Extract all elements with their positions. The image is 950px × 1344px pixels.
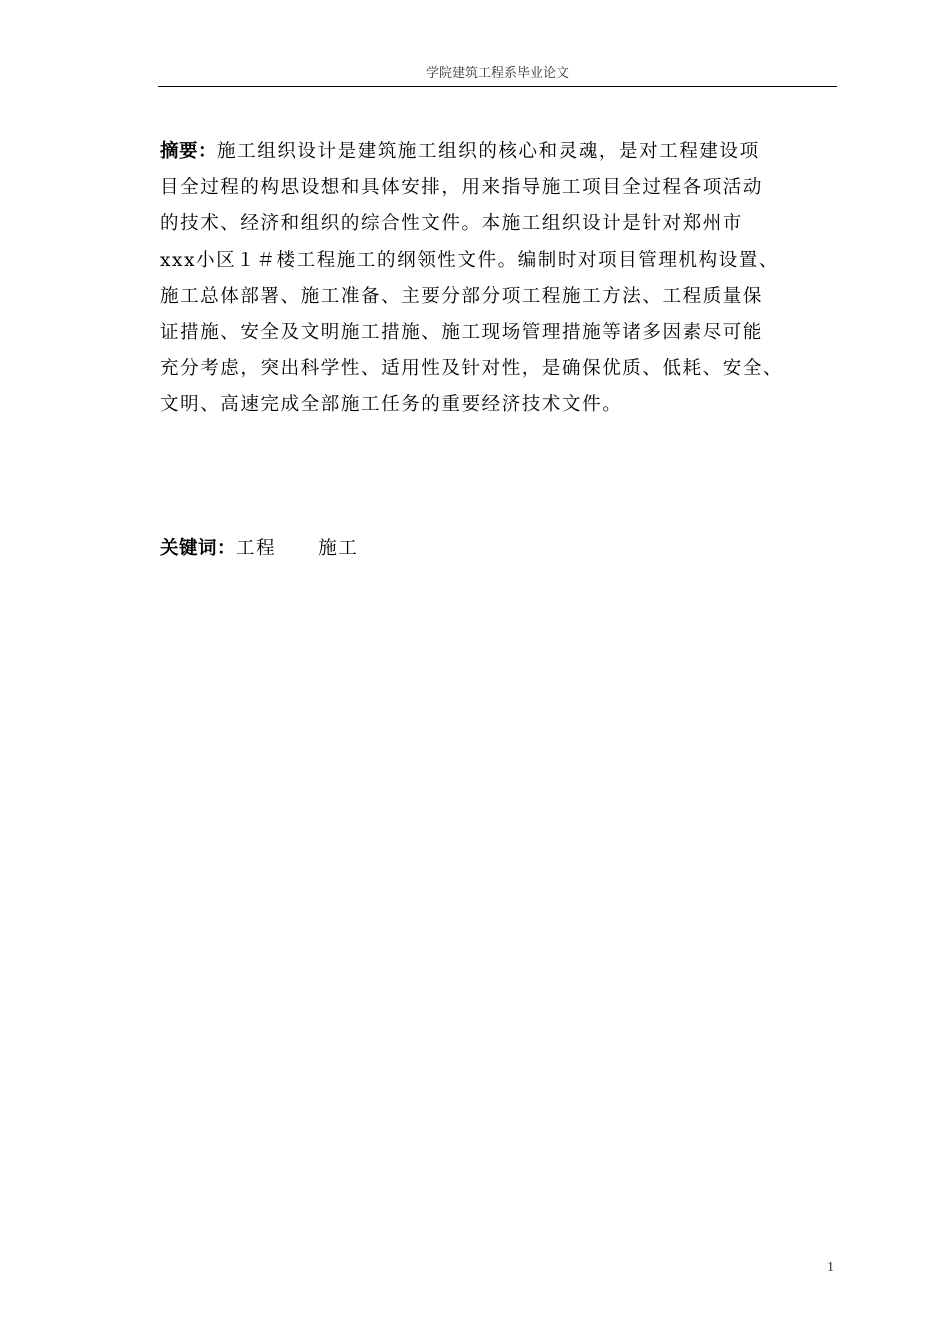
abstract-text-7: 充分考虑，突出科学性、适用性及针对性，是确保优质、低耗、安全、: [160, 358, 784, 380]
abstract-text-4: xxx小区１＃楼工程施工的纲领性文件。编制时对项目管理机构设置、: [160, 249, 780, 271]
abstract-label: 摘要：: [160, 141, 218, 162]
header-title: 学院建筑工程系毕业论文: [425, 66, 569, 81]
abstract-text-5: 施工总体部署、施工准备、主要分部分项工程施工方法、工程质量保: [160, 285, 764, 307]
keywords-label: 关键词：: [160, 538, 237, 559]
abstract-section: [160, 134, 840, 424]
page-header: [158, 66, 837, 87]
abstract-text-1: 施工组织设计是建筑施工组织的核心和灵魂，是对工程建设项: [217, 141, 760, 162]
keywords-section: [160, 533, 358, 565]
abstract-text-3: 的技术、经济和组织的综合性文件。本施工组织设计是针对郑州市: [160, 213, 743, 235]
abstract-text-8: 文明、高速完成全部施工任务的重要经济技术文件。: [160, 394, 623, 416]
abstract-text-2: 目全过程的构思设想和具体安排，用来指导施工项目全过程各项活动: [160, 177, 764, 199]
keyword-item-1: 工程: [236, 538, 277, 559]
abstract-line-1: [160, 134, 840, 170]
abstract-text-6: 证措施、安全及文明施工措施、施工现场管理措施等诸多因素尽可能: [160, 322, 764, 344]
page-number: 1: [827, 1260, 834, 1275]
keyword-item-2: 施工: [318, 538, 359, 559]
